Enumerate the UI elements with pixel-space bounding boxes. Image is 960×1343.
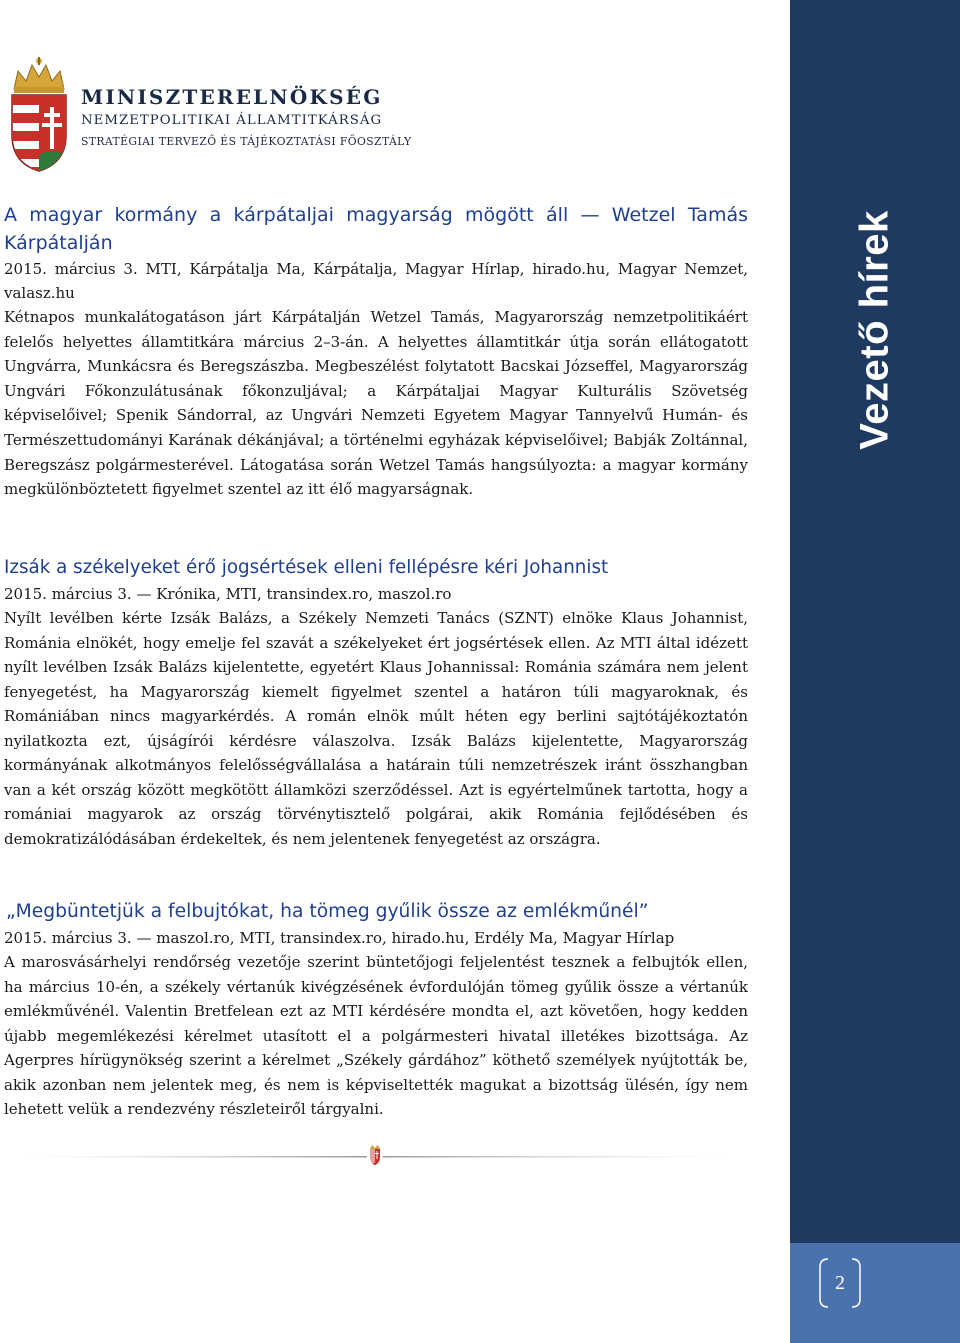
sidebar-title-text: Vezető hírek	[852, 210, 897, 450]
article-source: 2015. március 3. — maszol.ro, MTI, transindex.ro, hirado.hu, Erdély Ma, Magyar Hírlap	[4, 929, 675, 947]
article-body: A marosvásárhelyi rendőrség vezetője szerint büntetőjogi feljelentést tesznek a felbujtók ellen, ha március 10-én, a székely vértanúk kivégzésének évfordulóján tömeg gyűlik össze a vértanúk emlékművénél. Valentin Bretfelean ezt az MTI kérdésére mondta el, azt követően, hogy kedden újabb megemlékezési kérelmet utasított el a polgármesteri hivatal illetékes bizottsága. Az Agerpres hírügynökség szerint a kérelmet „Székely gárdához” köthető személyek nyújtották be, akik azonban nem jelentek meg, és nem is képviseltették magukat a bizottság ülésén, így nem lehetett velük a rendezvény részleteiről tárgyalni.	[4, 953, 748, 1118]
article-title[interactable]: A magyar kormány a kárpátaljai magyarság mögött áll — Wetzel Tamás Kárpátalján	[4, 204, 748, 254]
logo-ministry-name: MINISZTERELNÖKSÉG	[81, 85, 383, 109]
article-wetzel	[4, 201, 748, 502]
article-izsak	[4, 554, 748, 851]
crest-divider-icon	[25, 1145, 725, 1165]
article-source: 2015. március 3. MTI, Kárpátalja Ma, Kárpátalja, Magyar Hírlap, hirado.hu, Magyar Nemzet, valasz.hu	[4, 260, 748, 302]
article-title[interactable]: Izsák a székelyeket érő jogsértések elleni fellépésre kéri Johannist	[4, 557, 609, 578]
sidebar-footer-band	[790, 1243, 960, 1343]
logo-state-secretariat: NEMZETPOLITIKAI ÁLLAMTITKÁRSÁG	[81, 113, 383, 128]
sidebar-title	[790, 200, 960, 460]
page-number-box	[818, 1257, 862, 1309]
hungarian-coat-of-arms-icon	[8, 55, 70, 175]
article-body: Nyílt levélben kérte Izsák Balázs, a Székely Nemzeti Tanács (SZNT) elnöke Klaus Johannist, Románia elnökét, hogy emelje fel szavát a székelyeket ért jogsértések ellen. Az MTI által idézett nyílt levélben Izsák Balázs kijelentette, egyetért Klaus Johannissal: Románia számára nem jelent fenyegetést, ha Magyarország kiemelt figyelmet szentel a határon túli magyaroknak, és Romániában nincs magyarkérdés. A román elnök múlt héten egy berlini sajtótájékoztatón nyilatkozta ezt, újságírói kérdésre válaszolva. Izsák Balázs kijelentette, Magyarország kormányának alkotmányos felelősségvállalása a határain túli nemzetrészek iránt összhangban van a két ország között megkötött államközi szerződéssel. Azt is egyértelműnek tartotta, hogy a romániai magyarok az ország törvénytisztelő polgárai, akik Románia fejlődésében és demokratizálódásában érdekeltek, és nem jelentenek fenyegetést az országra.	[4, 609, 748, 848]
article-marosvasarhely	[4, 898, 748, 1122]
ministry-logo	[8, 55, 412, 180]
article-source: 2015. március 3. — Krónika, MTI, transindex.ro, maszol.ro	[4, 585, 452, 603]
article-body: Kétnapos munkalátogatáson járt Kárpátalján Wetzel Tamás, Magyarország nemzetpolitikáért felelős helyettes államtitkára március 2–3-án. A helyettes államtitkár útja során ellátogatott Ungvárra, Munkácsra és Beregszászba. Megbeszélést folytatott Bacskai Józseffel, Magyarország Ungvári Főkonzulátusának főkonzuljával; a Kárpátaljai Magyar Kulturális Szövetség képviselőivel; Spenik Sándorral, az Ungvári Nemzeti Egyetem Magyar Tannyelvű Humán- és Természettudományi Karának dékánjával; a történelmi egyházak képviselőivel; Babják Zoltánnal, Beregszász polgármesterével. Látogatása során Wetzel Tamás hangsúlyozta: a magyar kormány megkülönböztetett figyelmet szentel az itt élő magyarságnak.	[4, 308, 748, 499]
logo-department: STRATÉGIAI TERVEZŐ ÉS TÁJÉKOZTATÁSI FŐOSZTÁLY	[81, 135, 412, 148]
page-number: 2	[835, 1272, 845, 1294]
article-title[interactable]: „Megbüntetjük a felbujtókat, ha tömeg gyűlik össze az emlékműnél”	[6, 901, 649, 922]
